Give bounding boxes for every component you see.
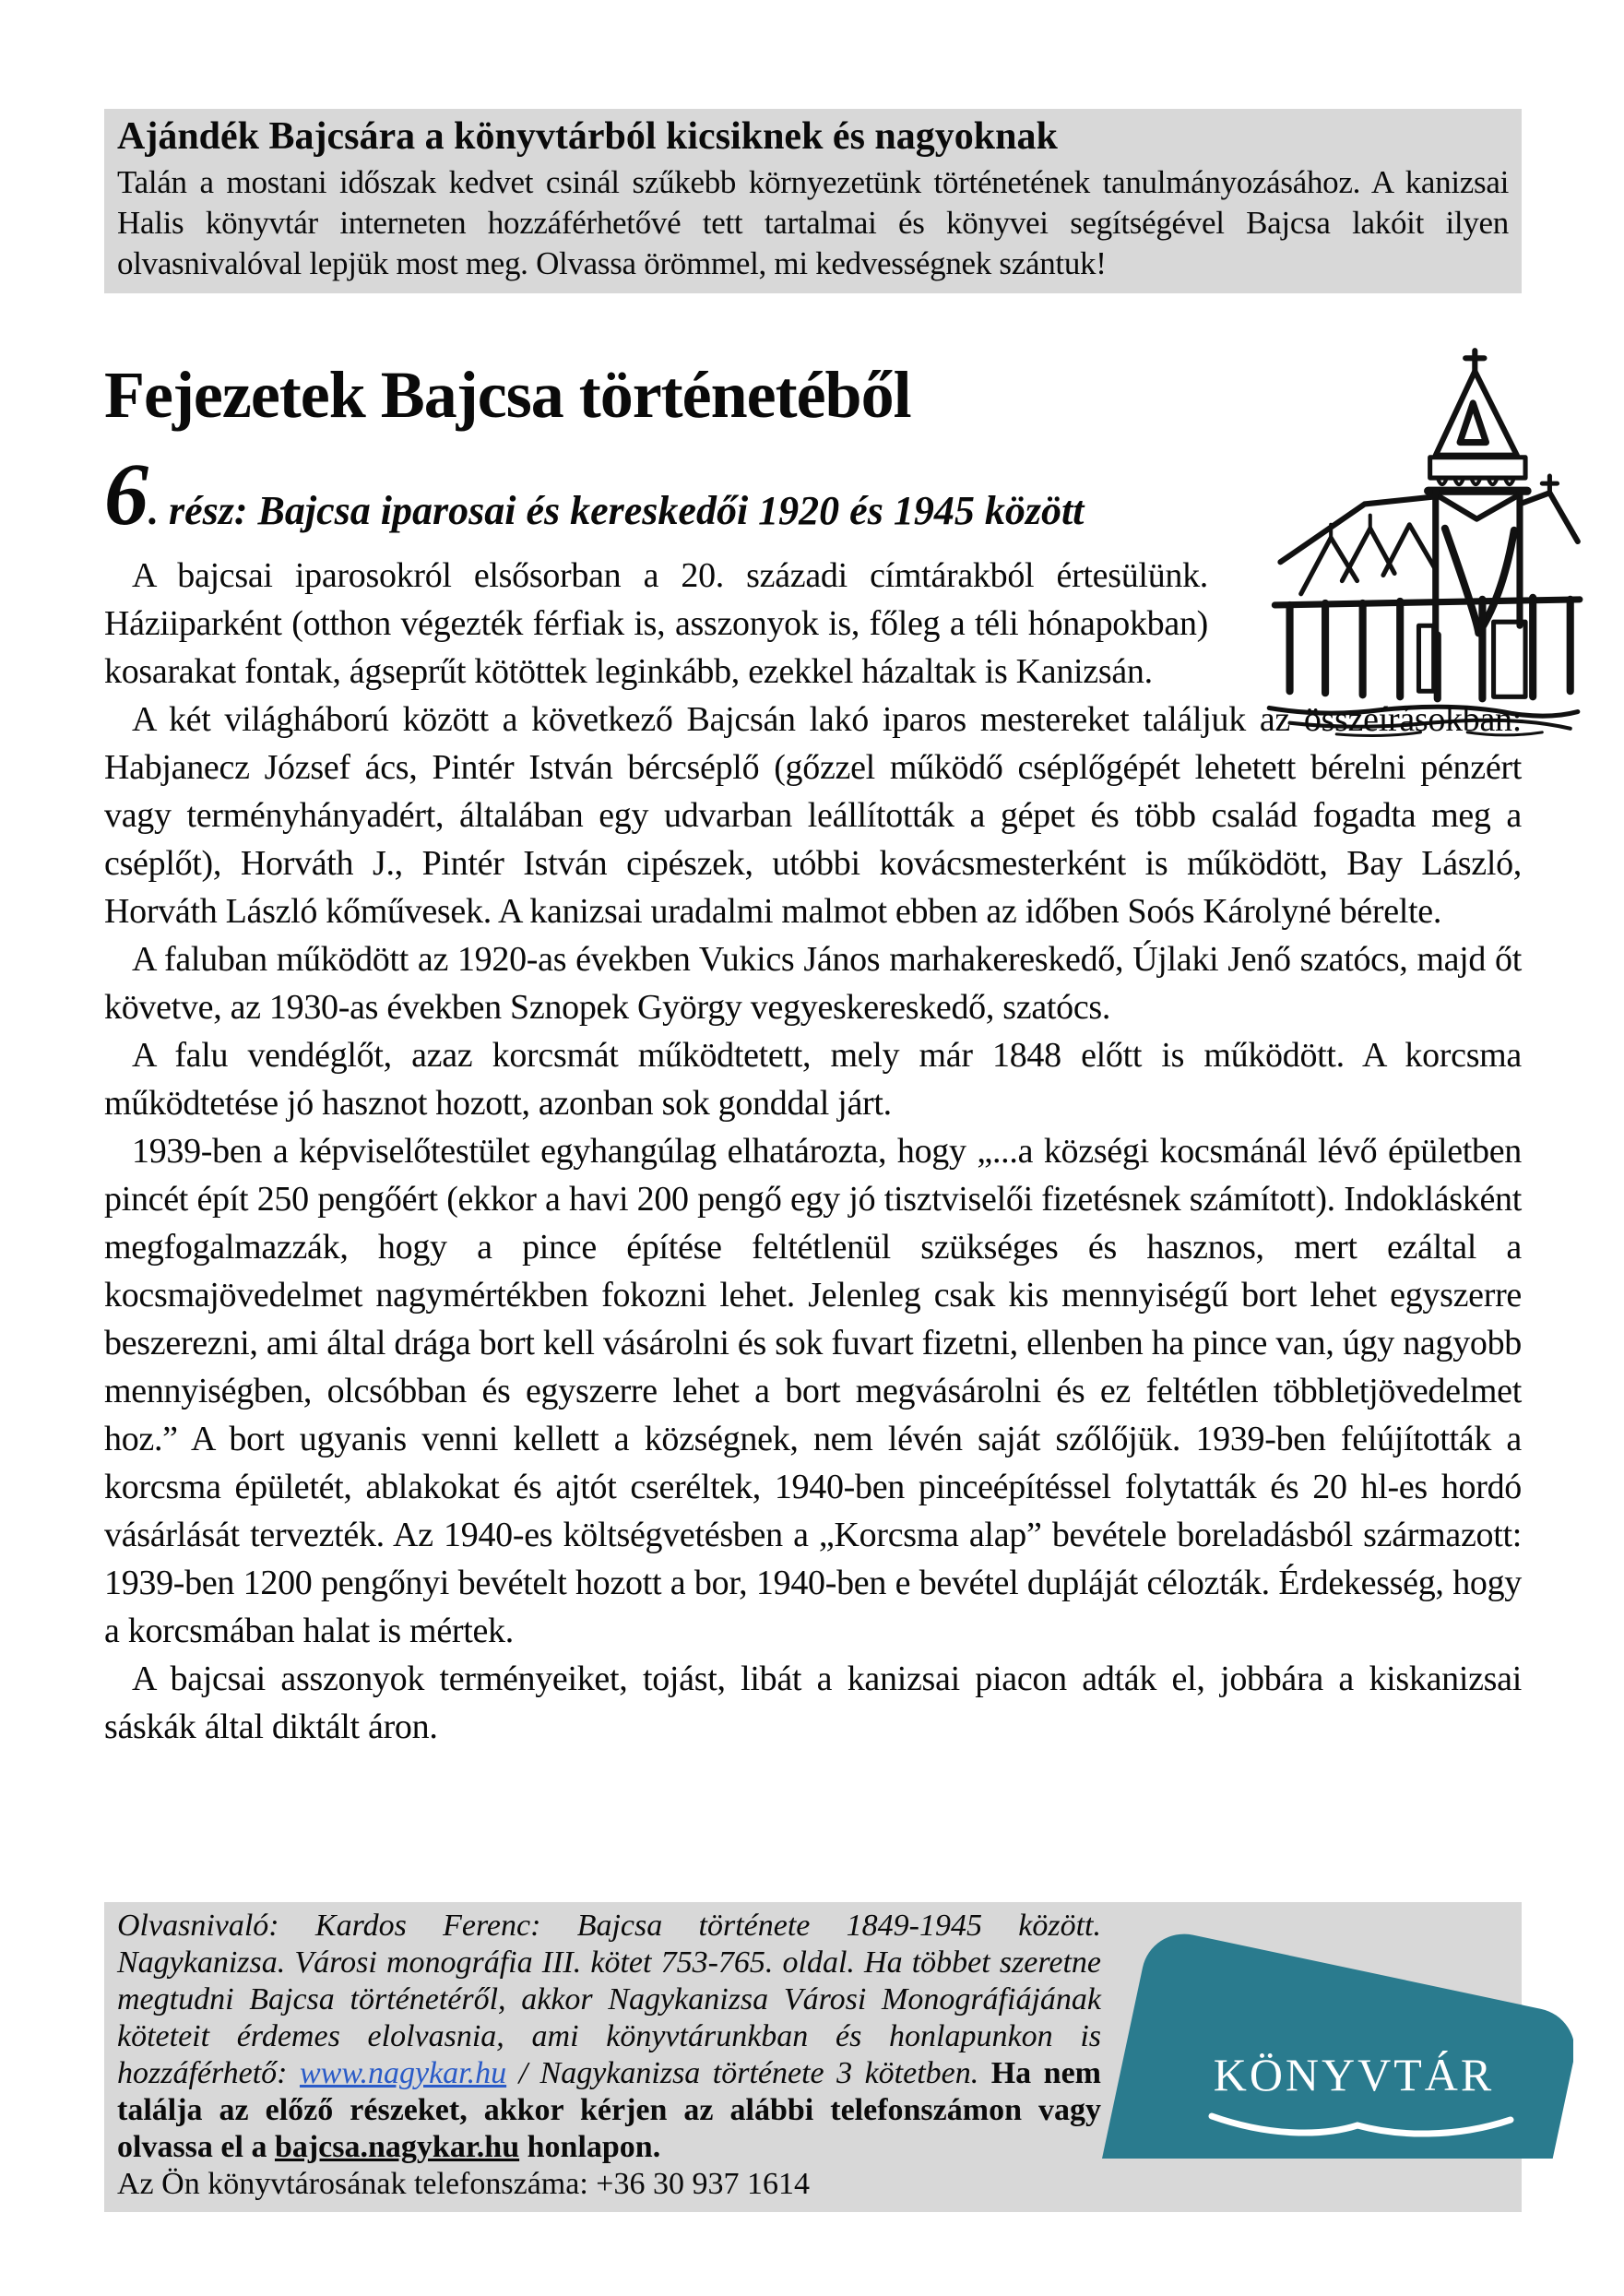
article-paragraph: A falu vendéglőt, azaz korcsmát működtetett, mely már 1848 előtt is működött. A korcsma működtetése jó hasznot hozott, azonban sok gonddal járt. — [104, 1036, 1522, 1123]
article-paragraph: A két világháború között a következő Bajcsán lakó iparos mestereket találjuk az összeírásokban: Habjanecz József ács, Pintér István bércséplő (gőzzel működő cséplőgépét lehetett bérelni pénzért vagy terményhányadért, általában egy udvarban leállították a gépet és több család fogadta meg a cséplőt), Horváth J., Pintér István cipészek, utóbbi kovácsmesterként is működött, Bay László, Horváth László kőművesek. A kanizsai uradalmi malmot ebben az időben Soós Károlyné bérelte. — [104, 700, 1522, 931]
footer-box — [104, 1902, 1522, 2212]
librarian-phone-line: Az Ön könyvtárosának telefonszáma: +36 30 937 1614 — [117, 2167, 810, 2201]
missing-parts-note-end: honlapon. — [519, 2130, 661, 2164]
bajcsa-nagykar-link[interactable]: bajcsa.nagykar.hu — [274, 2130, 520, 2164]
article-body — [104, 552, 1522, 1751]
reading-note-mid: / Nagykanizsa története 3 kötetben. — [506, 2056, 991, 2090]
article-paragraph: A bajcsai asszonyok terményeiket, tojást, libát a kanizsai piacon adták el, jobbára a kiskanizsai sáskák által diktált áron. — [104, 1660, 1522, 1746]
article-paragraph: A faluban működött az 1920-as években Vukics János marhakereskedő, Újlaki Jenő szatócs, majd őt követve, az 1930-as években Sznopek György vegyeskereskedő, szatócs. — [104, 940, 1522, 1027]
announcement-box — [104, 109, 1522, 293]
library-logo-card — [1094, 1926, 1573, 2159]
reading-note-intro: Olvasnivaló: Kardos Ferenc: Bajcsa története 1849-1945 között. Nagykanizsa. Városi monográfia III. kötet 753-765. oldal. Ha többet szeretne megtudni Bajcsa történetéről, akkor Nagykanizsa Városi Monográfiájának köteteit érdemes elolvasnia, ami könyvtárunkban és honlapunkon is hozzáférhető: — [117, 1909, 1101, 2090]
nagykar-link[interactable]: www.nagykar.hu — [299, 2056, 507, 2090]
article-paragraph: A bajcsai iparosokról elsősorban a 20. századi címtárakból értesülünk. Háziiparként (otthon végezték férfiak is, asszonyok is, főleg a téli hónapokban) kosarakat fontak, ágseprűt kötöttek leginkább, ezekkel házaltak is Kanizsán. — [104, 556, 1208, 691]
article-paragraph: 1939-ben a képviselőtestület egyhangúlag elhatározta, hogy „...a községi kocsmánál lévő épületben pincét épít 250 pengőért (ekkor a havi 200 pengő egy jó tisztviselői fizetésnek számított). Indoklásként megfogalmazzák, hogy a pince építése feltétlenül szükséges és hasznos, mert ezáltal a kocsmajövedelmet nagymértékben fokozni lehet. Jelenleg csak kis mennyiségű bort lehet egyszerre beszerezni, ami által drága bort kell vásárolni és sok fuvart fizetni, ellenben ha pince van, úgy nagyobb mennyiségben, olcsóbban és egyszerre lehet a bort megvásárolni és ez feltétlen többletjövedelmet hoz.” A bort ugyanis venni kellett a községnek, nem lévén saját szőlőjük. 1939-ben felújították a korcsma épületét, ablakokat és ajtót cseréltek, 1940-ben pinceépítéssel folytatták és 20 hl-es hordó vásárlását tervezték. Az 1940-es költségvetésben a „Korcsma alap” bevétele boreladásból származott: 1939-ben 1200 pengőnyi bevételt hozott a bor, 1940-ben e bevétel dupláját célozták. Érdekesség, hogy a korcsmában halat is mértek. — [104, 1132, 1522, 1650]
part-subtitle-text: . rész: Bajcsa iparosai és kereskedői 1920 és 1945 között — [148, 488, 1085, 533]
missing-parts-note: Ha nem találja az előző részeket, akkor kérjen az alábbi telefonszámon vagy olvassa el a — [117, 2056, 1101, 2164]
part-number: 6 — [104, 445, 148, 543]
article-subtitle — [104, 445, 1085, 543]
logo-wordmark: KÖNYVTÁR — [1213, 2049, 1495, 2100]
article-title: Fejezetek Bajcsa történetéből — [104, 358, 911, 432]
announcement-title: Ajándék Bajcsára a könyvtárból kicsiknek és nagyoknak — [117, 115, 1058, 158]
announcement-body: Talán a mostani időszak kedvet csinál szűkebb környezetünk történetének tanulmányozásához. A kanizsai Halis könyvtár interneten hozzáférhetővé tett tartalmai és könyvei segítségével Bajcsa lakóit ilyen olvasnivalóval lepjük most meg. Olvassa örömmel, mi kedvességnek szántuk! — [117, 163, 1509, 281]
library-logo — [1112, 1926, 1509, 2157]
